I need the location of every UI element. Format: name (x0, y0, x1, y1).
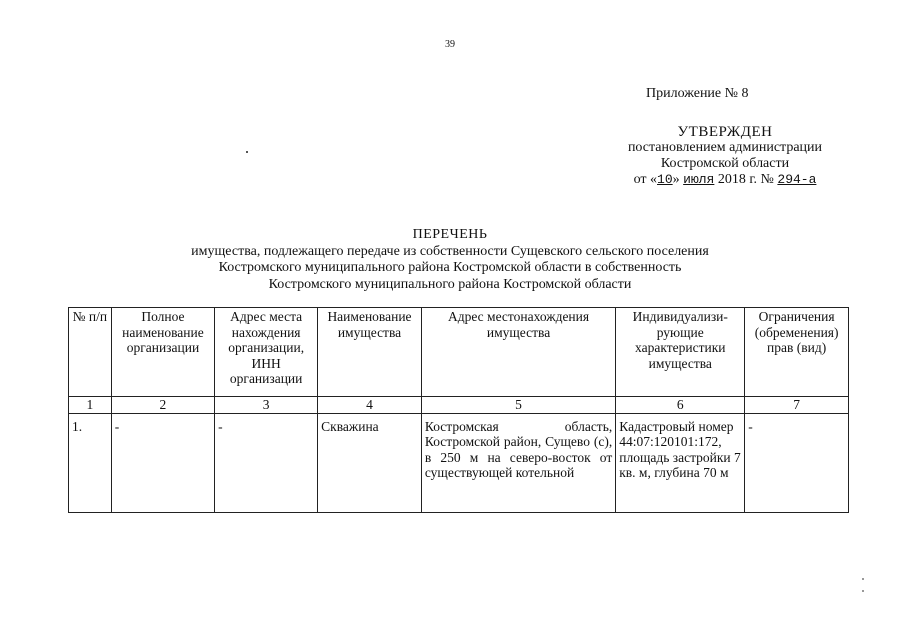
column-number-row (69, 397, 849, 414)
header-restrictions: Ограничения (обременения) прав (вид) (745, 308, 849, 397)
date-month: июля (683, 172, 715, 187)
column-number: 4 (318, 397, 422, 414)
column-number: 1 (69, 397, 112, 414)
decree-number: 294-а (777, 172, 817, 187)
cell-property-name: Скважина (318, 413, 422, 512)
title-line-2: Костромского муниципального района Костромской области в собственность (218, 260, 682, 275)
approval-line-2: Костромской области (660, 156, 790, 171)
header-number: № п/п (69, 308, 112, 397)
scan-marks (862, 578, 864, 592)
approval-line-1: постановлением администрации (627, 140, 823, 155)
date-prefix: от « (633, 172, 658, 187)
cell-property-address: Костромская область, Костромской район, Сущево (с), в 250 м на северо-восток от существующей котельной (421, 413, 615, 512)
cell-restrictions: - (745, 413, 849, 512)
cell-org-name: - (111, 413, 214, 512)
date-year: 2018 г. № (714, 172, 778, 187)
approval-heading: УТВЕРЖДЕН (677, 124, 773, 140)
header-property-name: Наименование имущества (318, 308, 422, 397)
column-number: 3 (215, 397, 318, 414)
document-title-block (0, 227, 900, 293)
header-characteristics: Индивидуализи-рующие характеристики имущества (616, 308, 745, 397)
table-row (69, 413, 849, 512)
title-line-3: Костромского муниципального района Костромской области (268, 276, 632, 292)
date-day: 10 (657, 172, 673, 187)
cell-characteristics: Кадастровый номер 44:07:120101:172, площадь застройки 7 кв. м, глубина 70 м (616, 413, 745, 512)
title-line-1: имущества, подлежащего передаче из собственности Сущевского сельского поселения (191, 243, 709, 259)
header-org-name: Полное наименование организации (111, 308, 214, 397)
property-table (68, 307, 849, 513)
page-number: 39 (445, 39, 455, 50)
stray-dot (246, 151, 248, 153)
cell-org-address: - (215, 413, 318, 512)
column-number: 6 (616, 397, 745, 414)
approval-block (600, 124, 850, 188)
column-number: 5 (421, 397, 615, 414)
header-org-address: Адрес места нахождения организации, ИНН организации (215, 308, 318, 397)
cell-number: 1. (69, 413, 112, 512)
column-number: 7 (745, 397, 849, 414)
document-title: ПЕРЕЧЕНЬ (412, 227, 488, 242)
header-property-address: Адрес местонахождения имущества (421, 308, 615, 397)
column-number: 2 (111, 397, 214, 414)
approval-date-line (600, 172, 850, 188)
table-header-row (69, 308, 849, 397)
appendix-label: Приложение № 8 (646, 86, 749, 101)
date-mid: » (672, 172, 684, 187)
